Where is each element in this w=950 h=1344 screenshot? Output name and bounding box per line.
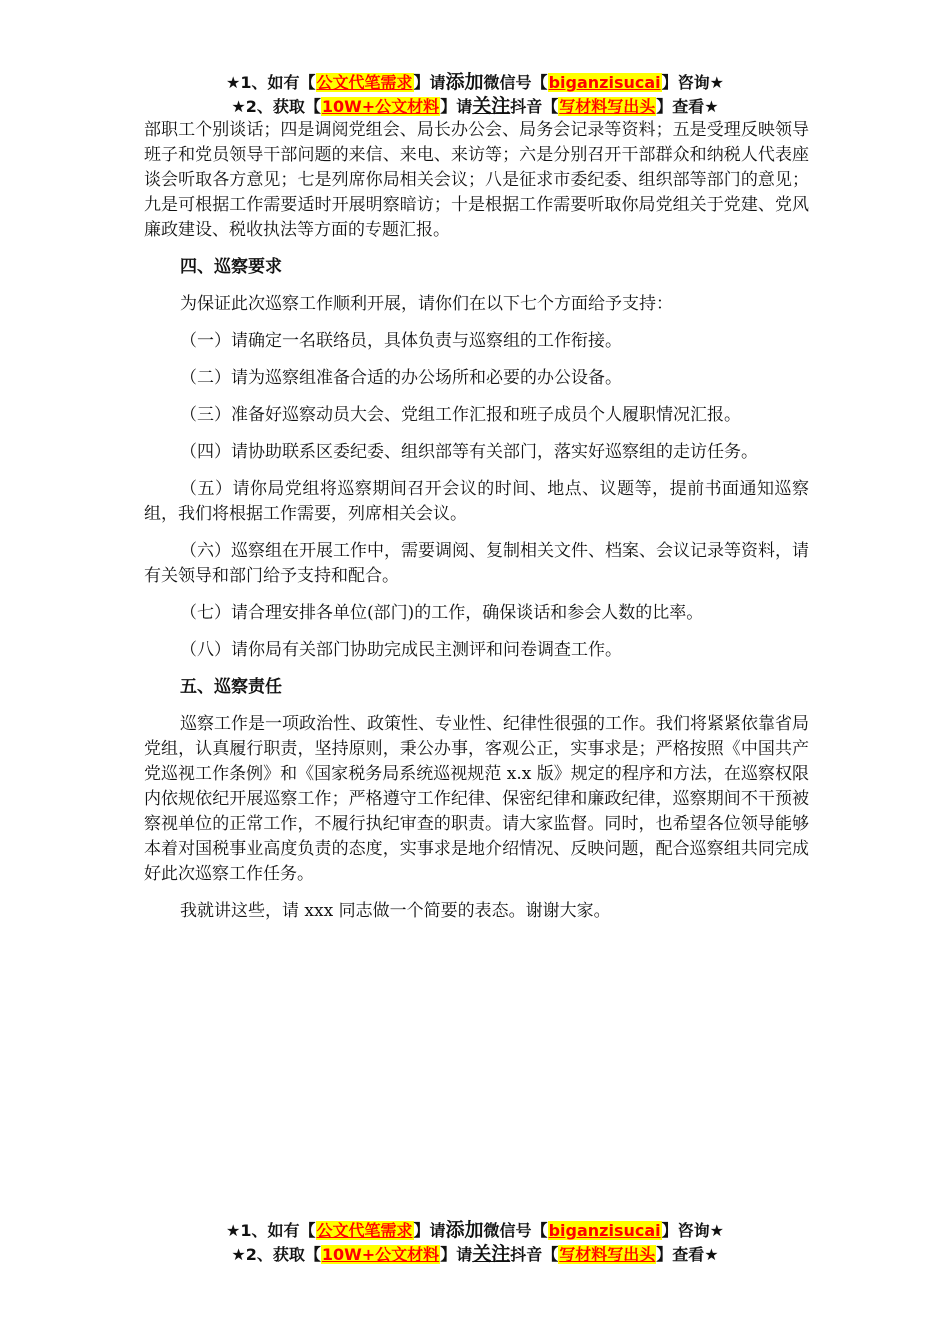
list-item: （三）准备好巡察动员大会、党组工作汇报和班子成员个人履职情况汇报。 [180,405,741,425]
banner-highlight: 写材料写出头 [559,97,656,116]
banner-text: 】请 [440,1245,473,1264]
paragraph-support: 为保证此次巡察工作顺利开展，请你们在以下七个方面给予支持： [180,294,673,314]
section-heading-requirements: 四、巡察要求 [180,257,282,277]
banner-text: 】查看★ [656,1245,719,1264]
paragraph-duty: 巡察工作是一项政治性、政策性、专业性、纪律性很强的工作。我们将紧紧依靠省局党组，认真履行职责，坚持原则，秉公办事，客观公正，实事求是；严格按照《中国共产党巡视工作条例》和《国家税务局系统巡视规范 x.x 版》规定的程序和方法，在巡察权限内依规依纪开展巡察工作；严格遵守工作纪律、保密纪律和廉政纪律，巡察期间不干预被察视单位的正常工作，不履行执纪审查的职责。请大家监督。同时，也希望各位领导能够本着对国税事业高度负责的态度，实事求是地介绍情况、反映问题，配合巡察组共同完成好此次巡察工作任务。 [144,714,809,884]
banner-text: 】请 [413,73,446,92]
banner-line-2 [0,94,950,118]
banner-emphasis: 添加 [445,1219,484,1241]
list-item: （六）巡察组在开展工作中，需要调阅、复制相关文件、档案、会议记录等资料，请有关领导和部门给予支持和配合。 [144,541,809,586]
section-heading-duties: 五、巡察责任 [180,677,282,697]
paragraph-closing: 我就讲这些，请 xxx 同志做一个简要的表态。谢谢大家。 [180,901,611,921]
banner-text: 】查看★ [656,97,719,116]
banner-text: 】咨询★ [661,1221,724,1240]
list-item: （八）请你局有关部门协助完成民主测评和问卷调查工作。 [180,640,622,660]
banner-text: ★2、获取【 [231,1245,321,1264]
banner-text: ★1、如有【 [226,1221,316,1240]
header-banner [0,70,950,118]
paragraph-intro: 部职工个别谈话；四是调阅党组会、局长办公会、局务会记录等资料；五是受理反映领导班子和党员领导干部问题的来信、来电、来访等；六是分别召开干部群众和纳税人代表座谈会听取各方意见；七是列席你局相关会议；八是征求市委纪委、组织部等部门的意见；九是可根据工作需要适时开展明察暗访；十是根据工作需要听取你局党组关于党建、党风廉政建设、税收执法等方面的专题汇报。 [144,120,809,240]
banner-text: 】请 [413,1221,446,1240]
banner-highlight: 10W+公文材料 [321,1245,440,1264]
list-item: （一）请确定一名联络员，具体负责与巡察组的工作衔接。 [180,331,622,351]
banner-text: 抖音【 [510,97,559,116]
banner-highlight: 公文代笔需求 [316,73,413,92]
banner-emphasis: 添加 [445,71,484,93]
banner-text: 微信号【 [483,73,548,92]
list-item: （二）请为巡察组准备合适的办公场所和必要的办公设备。 [180,368,622,388]
banner-emphasis: 关注 [472,1243,511,1265]
list-item: （四）请协助联系区委纪委、组织部等有关部门，落实好巡察组的走访任务。 [180,442,758,462]
banner-text: 抖音【 [510,1245,559,1264]
banner-text: ★1、如有【 [226,73,316,92]
banner-line-2 [0,1242,950,1266]
footer-banner [0,1218,950,1266]
banner-text: ★2、获取【 [231,97,321,116]
banner-line-1 [0,70,950,94]
list-item: （五）请你局党组将巡察期间召开会议的时间、地点、议题等，提前书面通知巡察组，我们将根据工作需要，列席相关会议。 [144,479,809,524]
banner-highlight: biganzisucai [548,73,661,92]
list-item: （七）请合理安排各单位(部门)的工作，确保谈话和参会人数的比率。 [180,603,704,623]
banner-line-1 [0,1218,950,1242]
banner-highlight: biganzisucai [548,1221,661,1240]
banner-emphasis: 关注 [472,95,511,117]
banner-highlight: 10W+公文材料 [321,97,440,116]
banner-text: 】请 [440,97,473,116]
banner-text: 】咨询★ [661,73,724,92]
banner-text: 微信号【 [483,1221,548,1240]
banner-highlight: 公文代笔需求 [316,1221,413,1240]
banner-highlight: 写材料写出头 [559,1245,656,1264]
document-body [144,118,809,924]
